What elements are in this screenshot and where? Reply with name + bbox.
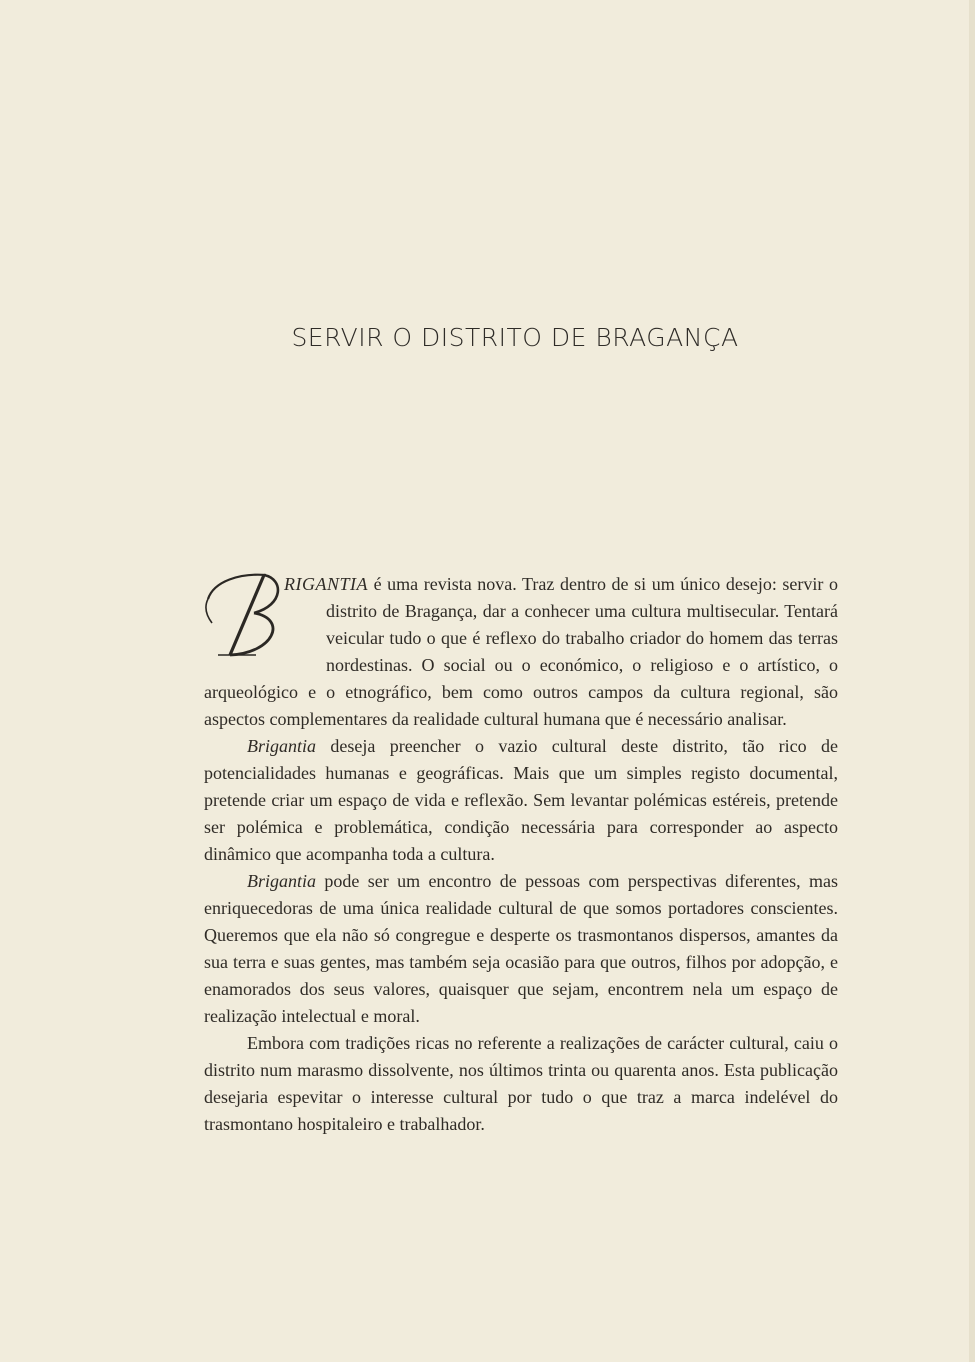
lead-word: RIGANTIA (284, 574, 368, 594)
lead-word: Brigantia (247, 871, 317, 891)
drop-cap (204, 571, 326, 673)
lead-word: Brigantia (247, 736, 317, 756)
paragraph-text: pode ser um encontro de pessoas com perspectivas diferentes, mas enriquecedoras de uma única realidade cultural de que somos portadores conscientes. Queremos que ela não só congregue e desperte os trasmontanos dispersos, amantes da sua terra e suas gentes, mas também seja ocasião para que outros, filhos por adopção, e enamorados dos seus valores, quaisquer que sejam, encontrem nela um espaço de realização intelectual e moral. (204, 871, 838, 1026)
drop-cap-b-icon (204, 571, 286, 659)
page-edge (969, 0, 975, 1362)
article-body (204, 571, 838, 1138)
page-title: SERVIR O DISTRITO DE BRAGANÇA (291, 323, 739, 352)
paragraph-text: Embora com tradições ricas no referente a realizações de carácter cultural, caiu o distrito num marasmo dissolvente, nos últimos trinta ou quarenta anos. Esta publicação desejaria espevitar o interesse cultural por tudo o que traz a marca indelével do trasmontano hospitaleiro e trabalhador. (204, 1033, 838, 1134)
paragraph-3 (204, 868, 838, 1030)
paragraph-text: é uma revista nova. Traz dentro de si um único desejo: servir o distrito de Bragança, dar a conhecer uma cultura multisecular. Tentará veicular tudo o que é reflexo do trabalho criador do homem das terras nordestinas. O social ou o económico, o religioso e o artístico, o arqueológico e o etnográfico, bem como outros campos da cultura regional, são aspectos complementares da realidade cultural humana que é necessário analisar. (204, 574, 838, 729)
paragraph-2 (204, 733, 838, 868)
paragraph-1 (204, 571, 838, 733)
paragraph-text: deseja preencher o vazio cultural deste distrito, tão rico de potencialidades humanas e geográficas. Mais que um simples registo documental, pretende criar um espaço de vida e reflexão. Sem levantar polémicas estéreis, pretende ser polémica e problemática, condição necessária para corresponder ao aspecto dinâmico que acompanha toda a cultura. (204, 736, 838, 864)
paragraph-4 (204, 1030, 838, 1138)
